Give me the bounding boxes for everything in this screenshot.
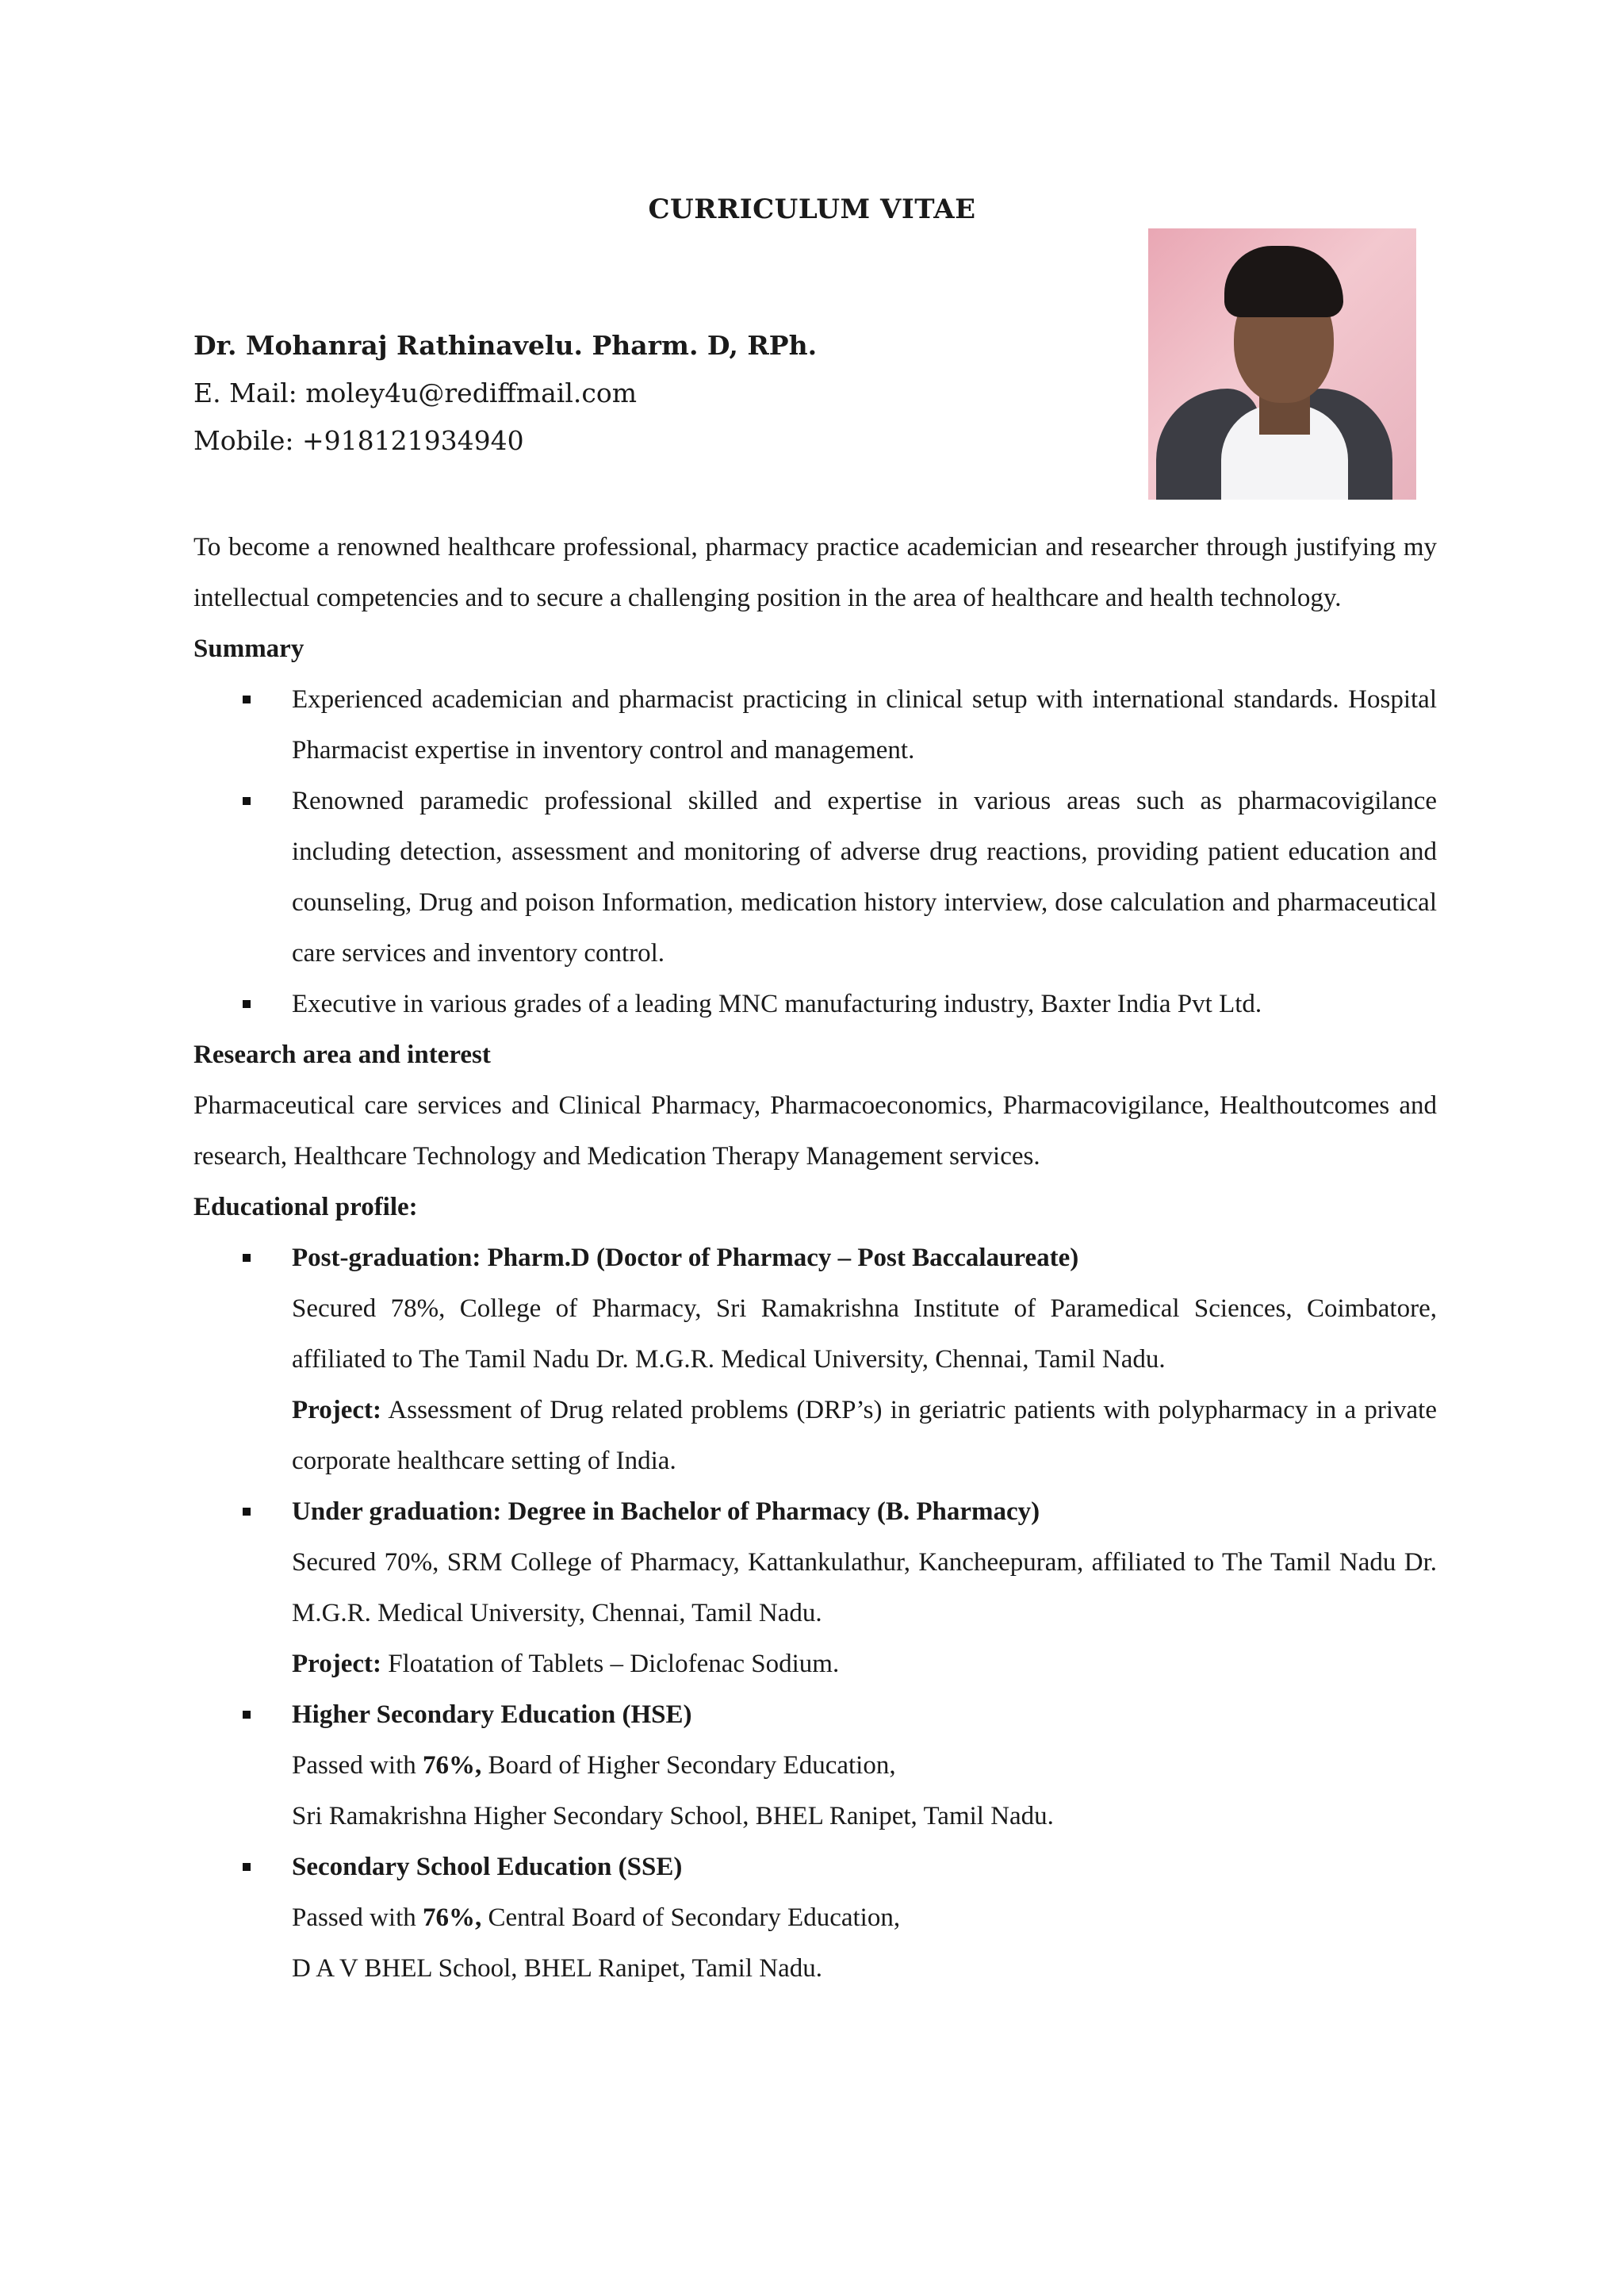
sse-title: Secondary School Education (SSE): [292, 1853, 683, 1881]
hse-score: Passed with 76%, Board of Higher Secondary Education,: [292, 1751, 896, 1780]
bullet-icon: [243, 1000, 251, 1008]
pg-title: Post-graduation: Pharm.D (Doctor of Pharmacy – Post Baccalaureate): [292, 1244, 1079, 1272]
profile-photo: [1148, 228, 1416, 500]
pg-project: Project: Assessment of Drug related problems (DRP’s) in geriatric patients with polypharmacy in a private corporate healthcare setting of India.: [292, 1396, 1437, 1475]
bullet-icon: [243, 1254, 251, 1262]
cv-body: [193, 522, 1437, 1994]
list-item: Renowned paramedic professional skilled and expertise in various areas such as pharmacovigilance including detection, assessment and monitoring of adverse drug reactions, providing patient education and counseling, Drug and poison Information, medication history interview, dose calculation and pharmaceutical care services and inventory control.: [193, 776, 1437, 979]
hse-title: Higher Secondary Education (HSE): [292, 1700, 692, 1729]
hse-school: Sri Ramakrishna Higher Secondary School, BHEL Ranipet, Tamil Nadu.: [292, 1802, 1054, 1830]
list-item: Experienced academician and pharmacist practicing in clinical setup with international standards. Hospital Pharmacist expertise in inventory control and management.: [193, 674, 1437, 776]
ug-detail: Secured 70%, SRM College of Pharmacy, Kattankulathur, Kancheepuram, affiliated to The Tamil Nadu Dr. M.G.R. Medical University, Chennai, Tamil Nadu.: [292, 1548, 1437, 1627]
list-item: Executive in various grades of a leading MNC manufacturing industry, Baxter India Pvt Ltd.: [193, 979, 1437, 1029]
bullet-icon: [243, 696, 251, 703]
ug-title: Under graduation: Degree in Bachelor of Pharmacy (B. Pharmacy): [292, 1497, 1040, 1526]
bullet-icon: [243, 1508, 251, 1516]
ug-project: Project: Floatation of Tablets – Diclofenac Sodium.: [292, 1650, 840, 1678]
education-item-ug: [193, 1486, 1437, 1537]
bullet-icon: [243, 797, 251, 805]
sse-school: D A V BHEL School, BHEL Ranipet, Tamil Nadu.: [292, 1954, 822, 1983]
education-item-sse: [193, 1842, 1437, 1892]
education-item-pg: [193, 1232, 1437, 1283]
education-item-hse: [193, 1689, 1437, 1740]
contact-email: E. Mail: moley4u@rediffmail.com: [193, 378, 638, 408]
contact-mobile: Mobile: +918121934940: [193, 425, 524, 456]
summary-heading: Summary: [193, 634, 304, 663]
research-heading: Research area and interest: [193, 1041, 491, 1069]
sse-score: Passed with 76%, Central Board of Secondary Education,: [292, 1903, 901, 1932]
bullet-icon: [243, 1863, 251, 1871]
pg-detail: Secured 78%, College of Pharmacy, Sri Ramakrishna Institute of Paramedical Sciences, Coimbatore, affiliated to The Tamil Nadu Dr. M.G.R. Medical University, Chennai, Tamil Nadu.: [292, 1294, 1437, 1374]
research-text: Pharmaceutical care services and Clinical Pharmacy, Pharmacoeconomics, Pharmacovigilance, Healthoutcomes and research, Healthcare Technology and Medication Therapy Management services.: [193, 1091, 1437, 1171]
summary-list: [193, 674, 1437, 1029]
career-objective: To become a renowned healthcare professional, pharmacy practice academician and researcher through justifying my intellectual competencies and to secure a challenging position in the area of healthcare and health technology.: [193, 533, 1437, 612]
bullet-icon: [243, 1711, 251, 1719]
document-title: CURRICULUM VITAE: [648, 194, 976, 225]
education-heading: Educational profile:: [193, 1193, 418, 1221]
candidate-name: Dr. Mohanraj Rathinavelu. Pharm. D, RPh.: [193, 330, 818, 361]
education-list: [193, 1232, 1437, 1283]
